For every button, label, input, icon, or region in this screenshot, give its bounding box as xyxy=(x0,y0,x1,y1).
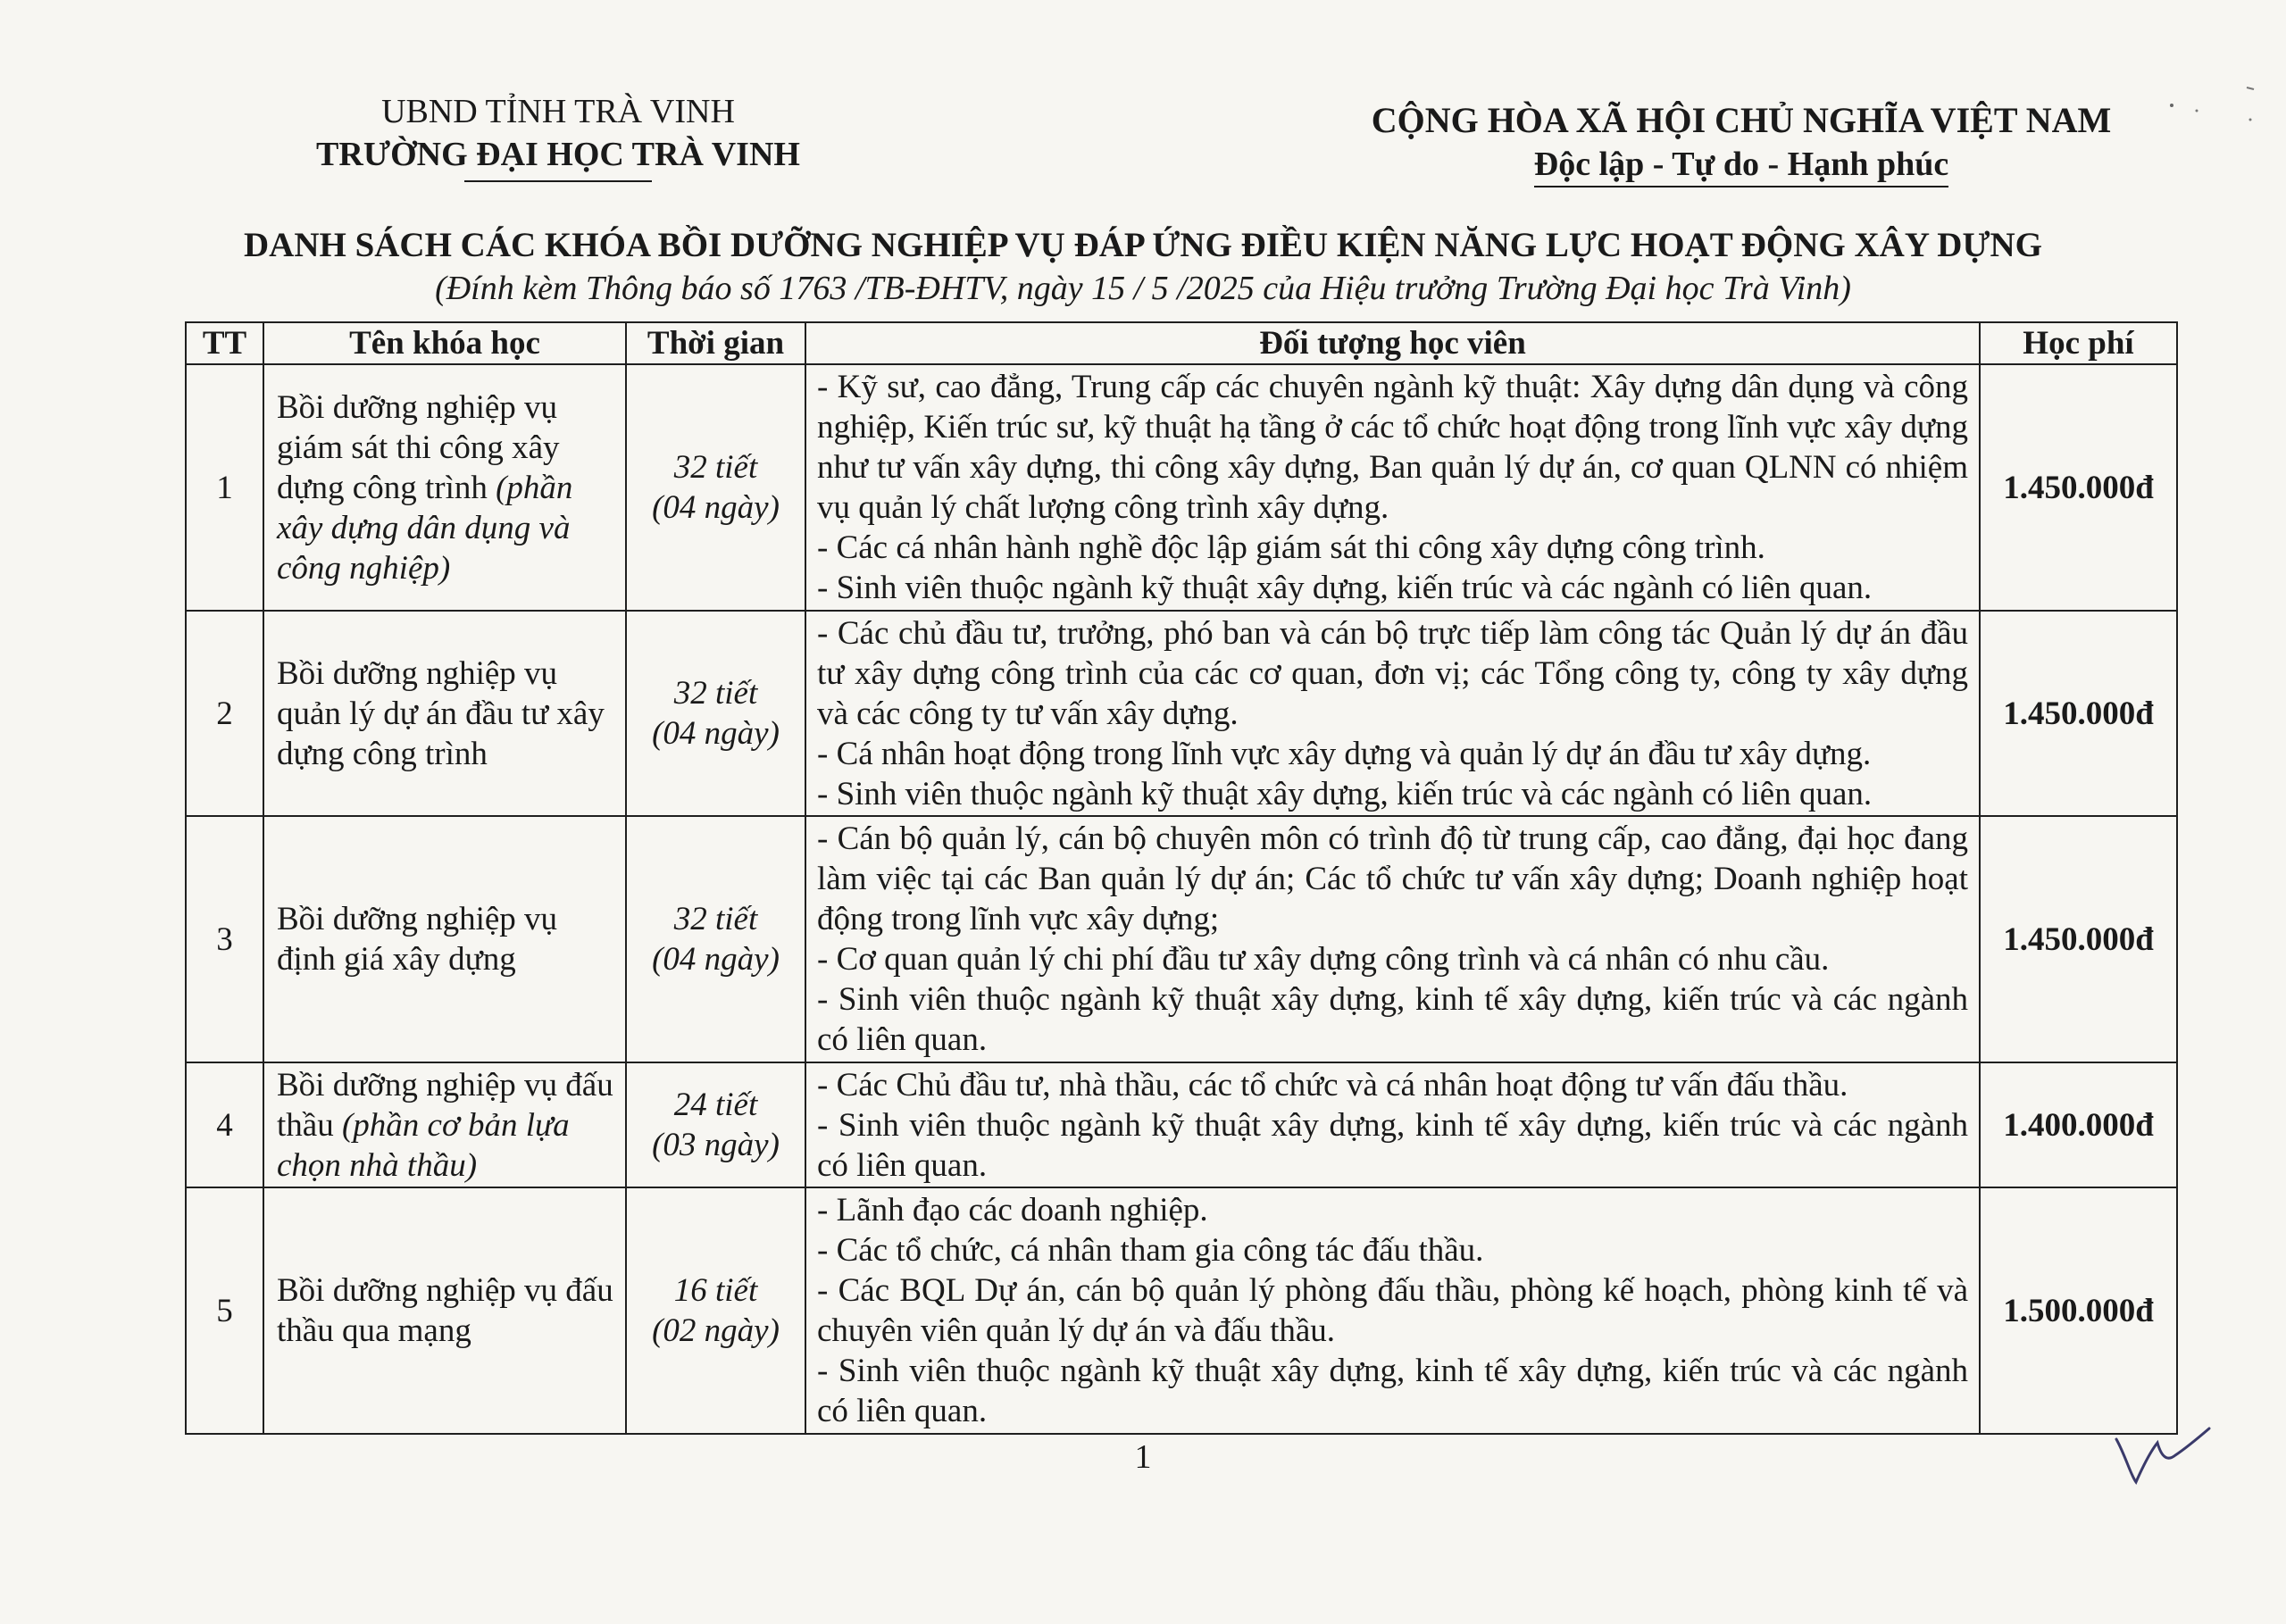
duration-hours: 32 tiết xyxy=(673,901,758,937)
header-duration: Thời gian xyxy=(626,322,805,364)
target-learners-cell xyxy=(805,364,1980,611)
table-header-row xyxy=(186,322,2177,364)
header-course-name: Tên khóa học xyxy=(263,322,626,364)
course-name-cell xyxy=(263,816,626,1062)
national-title: CỘNG HÒA XÃ HỘI CHỦ NGHĨA VIỆT NAM xyxy=(1371,100,2112,140)
target-item: - Các tổ chức, cá nhân tham gia công tác đấu thầu. xyxy=(817,1232,1484,1269)
course-name: Bồi dưỡng nghiệp vụ đấu thầu qua mạng xyxy=(277,1272,613,1349)
duration-hours: 16 tiết xyxy=(673,1272,758,1309)
duration-hours: 32 tiết xyxy=(673,449,758,486)
target-item: - Sinh viên thuộc ngành kỹ thuật xây dựng, kinh tế xây dựng, kiến trúc và các ngành có liên quan. xyxy=(817,981,1968,1058)
course-name-note: (phần xây dựng dân dụng và công nghiệp) xyxy=(277,469,573,587)
handwritten-initial xyxy=(2107,1420,2215,1491)
duration-cell xyxy=(626,1062,805,1187)
duration-days: (04 ngày) xyxy=(652,941,780,978)
fee-cell: 1.500.000đ xyxy=(1980,1187,2177,1434)
fee-cell: 1.450.000đ xyxy=(1980,816,2177,1062)
target-item: - Sinh viên thuộc ngành kỹ thuật xây dựng, kinh tế xây dựng, kiến trúc và các ngành có liên quan. xyxy=(817,1353,1968,1429)
header-tt: TT xyxy=(186,322,263,364)
national-header xyxy=(1295,98,2188,187)
course-name: Bồi dưỡng nghiệp vụ đấu thầu xyxy=(277,1066,613,1144)
issuer-name: TRƯỜNG ĐẠI HỌC TRÀ VINH xyxy=(316,136,800,173)
duration-days: (04 ngày) xyxy=(652,489,780,526)
course-name-cell xyxy=(263,1187,626,1434)
document-subtitle: (Đính kèm Thông báo số 1763 /TB-ĐHTV, ngày 15 / 5 /2025 của Hiệu trưởng Trường Đại học Trà Vinh) xyxy=(435,270,1851,307)
issuer-underline xyxy=(464,180,652,182)
target-item: - Cơ quan quản lý chi phí đầu tư xây dựng công trình và cá nhân có nhu cầu. xyxy=(817,941,1830,978)
target-item: - Các cá nhân hành nghề độc lập giám sát thi công xây dựng công trình. xyxy=(817,529,1765,566)
course-name-cell xyxy=(263,1062,626,1187)
target-learners-cell xyxy=(805,816,1980,1062)
scan-specks xyxy=(2161,80,2259,134)
fee-cell: 1.450.000đ xyxy=(1980,611,2177,816)
course-name: Bồi dưỡng nghiệp vụ giám sát thi công xây dựng công trình xyxy=(277,388,560,506)
course-name-cell xyxy=(263,611,626,816)
target-item: - Cá nhân hoạt động trong lĩnh vực xây dựng và quản lý dự án đầu tư xây dựng. xyxy=(817,735,1872,772)
row-number: 3 xyxy=(186,816,263,1062)
target-learners-cell xyxy=(805,1062,1980,1187)
course-name-cell xyxy=(263,364,626,611)
table-row xyxy=(186,364,2177,611)
duration-cell xyxy=(626,611,805,816)
duration-days: (04 ngày) xyxy=(652,715,780,752)
row-number: 2 xyxy=(186,611,263,816)
row-number: 4 xyxy=(186,1062,263,1187)
target-item: - Sinh viên thuộc ngành kỹ thuật xây dựng, kiến trúc và các ngành có liên quan. xyxy=(817,570,1873,606)
target-item: - Sinh viên thuộc ngành kỹ thuật xây dựng, kiến trúc và các ngành có liên quan. xyxy=(817,775,1873,812)
duration-hours: 24 tiết xyxy=(673,1087,758,1123)
duration-days: (03 ngày) xyxy=(652,1127,780,1163)
document-title: DANH SÁCH CÁC KHÓA BỒI DƯỠNG NGHIỆP VỤ ĐÁP ỨNG ĐIỀU KIỆN NĂNG LỰC HOẠT ĐỘNG XÂY DỰNG xyxy=(243,226,2043,264)
duration-hours: 32 tiết xyxy=(673,675,758,712)
course-table xyxy=(185,321,2178,1435)
course-name: Bồi dưỡng nghiệp vụ quản lý dự án đầu tư xây dựng công trình xyxy=(277,654,605,772)
target-item: - Kỹ sư, cao đẳng, Trung cấp các chuyên ngành kỹ thuật: Xây dựng dân dụng và công nghiệp, Kiến trúc sư, kỹ thuật hạ tầng ở các tổ chức hoạt động trong lĩnh vực xây dựng như tư vấn xây dựng, thi công xây dựng, Ban quản lý dự án, cơ quan QLNN có nhiệm vụ quản lý chất lượng công trình xây dựng. xyxy=(817,369,1968,526)
header-target-learners: Đối tượng học viên xyxy=(805,322,1980,364)
duration-days: (02 ngày) xyxy=(652,1312,780,1349)
header-fee: Học phí xyxy=(1980,322,2177,364)
table-row xyxy=(186,816,2177,1062)
course-name-note: (phần cơ bản lựa chọn nhà thầu) xyxy=(277,1106,570,1184)
duration-cell xyxy=(626,816,805,1062)
target-item: - Các BQL Dự án, cán bộ quản lý phòng đấu thầu, phòng kế hoạch, phòng kinh tế và chuyên viên quản lý dự án và đấu thầu. xyxy=(817,1272,1968,1349)
page-number: 1 xyxy=(1134,1438,1152,1476)
row-number: 5 xyxy=(186,1187,263,1434)
fee-cell: 1.400.000đ xyxy=(1980,1062,2177,1187)
target-learners-cell xyxy=(805,611,1980,816)
target-item: - Lãnh đạo các doanh nghiệp. xyxy=(817,1192,1208,1228)
target-item: - Các Chủ đầu tư, nhà thầu, các tổ chức và cá nhân hoạt động tư vấn đấu thầu. xyxy=(817,1066,1848,1103)
fee-cell: 1.450.000đ xyxy=(1980,364,2177,611)
duration-cell xyxy=(626,1187,805,1434)
target-item: - Các chủ đầu tư, trưởng, phó ban và cán bộ trực tiếp làm công tác Quản lý dự án đầu tư xây dựng công trình của các cơ quan, đơn vị; các Tổng công ty, công ty xây dựng và các công ty tư vấn xây dựng. xyxy=(817,614,1968,732)
table-row xyxy=(186,1062,2177,1187)
target-learners-cell xyxy=(805,1187,1980,1434)
duration-cell xyxy=(626,364,805,611)
issuer-parent: UBND TỈNH TRÀ VINH xyxy=(381,93,735,130)
issuer-header xyxy=(268,91,848,182)
table-row xyxy=(186,611,2177,816)
national-motto: Độc lập - Tự do - Hạnh phúc xyxy=(1534,143,1949,187)
target-item: - Sinh viên thuộc ngành kỹ thuật xây dựng, kinh tế xây dựng, kiến trúc và các ngành có liên quan. xyxy=(817,1106,1968,1184)
row-number: 1 xyxy=(186,364,263,611)
course-name: Bồi dưỡng nghiệp vụ định giá xây dựng xyxy=(277,901,558,978)
target-item: - Cán bộ quản lý, cán bộ chuyên môn có trình độ từ trung cấp, cao đẳng, đại học đang làm việc tại các Ban quản lý dự án; Các tổ chức tư vấn xây dựng; Doanh nghiệp hoạt động trong lĩnh vực xây dựng; xyxy=(817,820,1968,937)
table-row xyxy=(186,1187,2177,1434)
